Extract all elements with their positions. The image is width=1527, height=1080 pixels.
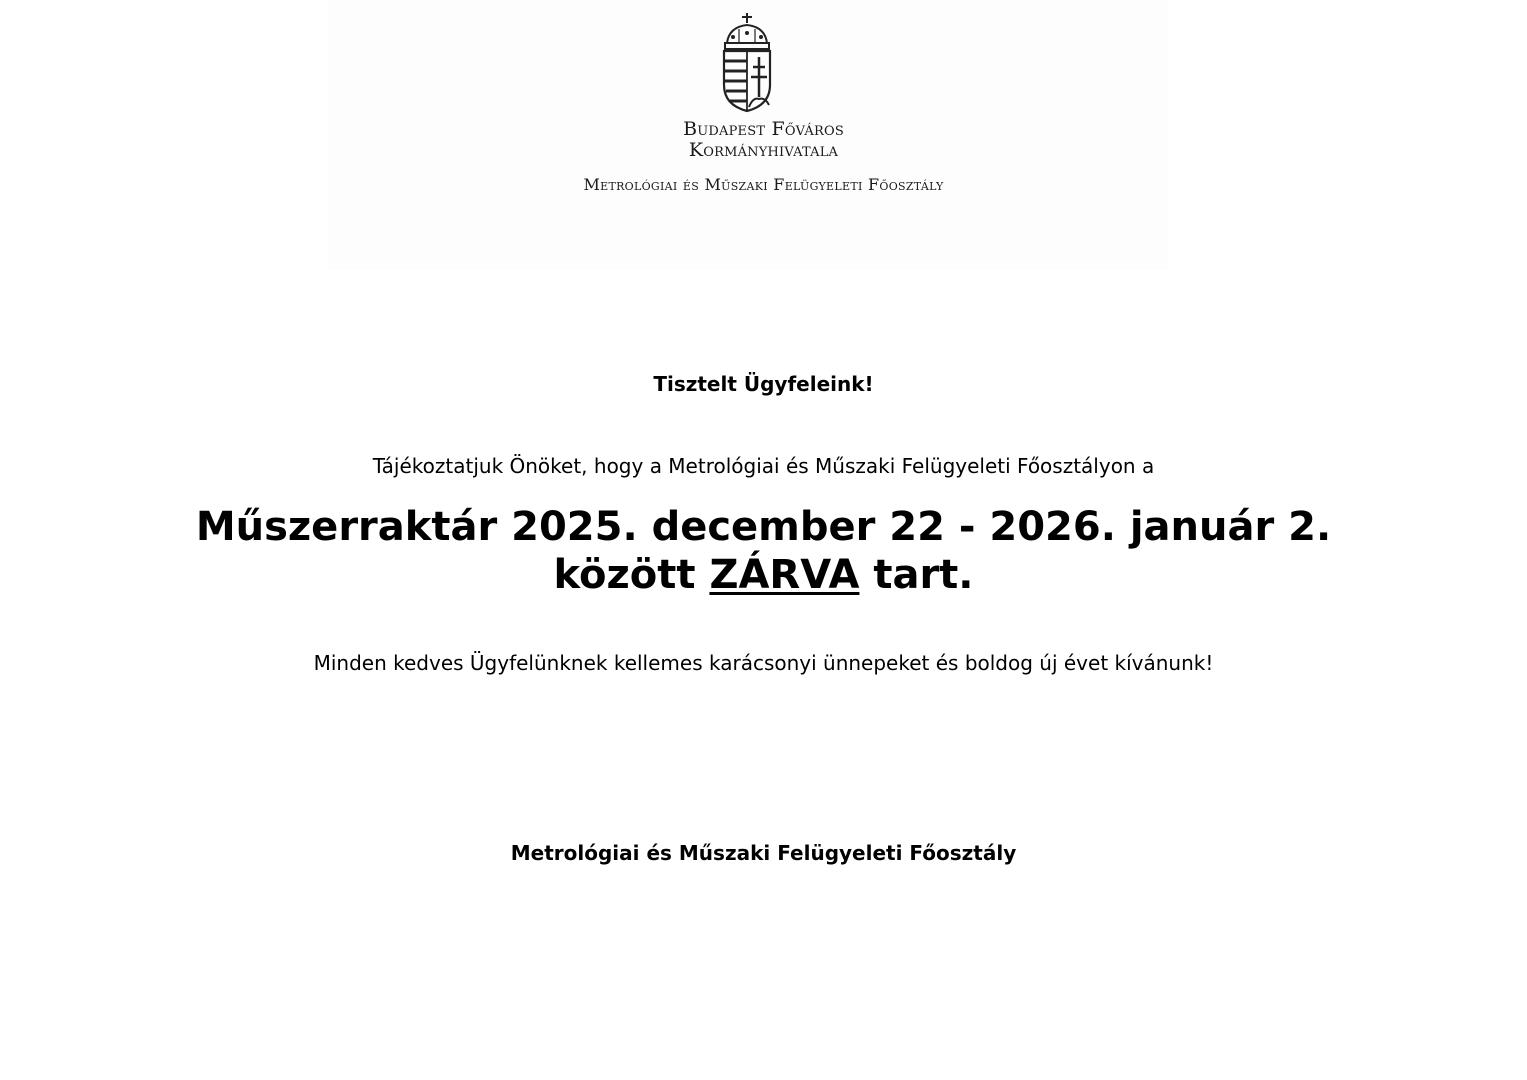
greeting: Tisztelt Ügyfeleink! [653, 372, 874, 396]
department-name: Metrológiai és Műszaki Felügyeleti Főosztály [583, 175, 944, 194]
holiday-wishes: Minden kedves Ügyfelünknek kellemes karácsonyi ünnepeket és boldog új évet kívánunk! [313, 651, 1214, 675]
headline-after: tart. [859, 552, 974, 598]
signature: Metrológiai és Műszaki Felügyeleti Főosztály [510, 841, 1017, 865]
hungarian-coat-of-arms-icon [721, 13, 773, 113]
closed-label: ZÁRVA [709, 552, 860, 598]
org-name-line1: Budapest Főváros [683, 118, 844, 140]
headline-before: között [553, 552, 710, 598]
intro-text: Tájékoztatjuk Önöket, hogy a Metrológiai és Műszaki Felügyeleti Főosztályon a [372, 454, 1155, 478]
org-name-line2: Kormányhivatala [688, 139, 839, 161]
closure-headline-line2 [0, 551, 1527, 599]
closure-headline [0, 503, 1527, 599]
closure-headline-line1: Műszerraktár 2025. december 22 - 2026. január 2. [195, 504, 1332, 550]
